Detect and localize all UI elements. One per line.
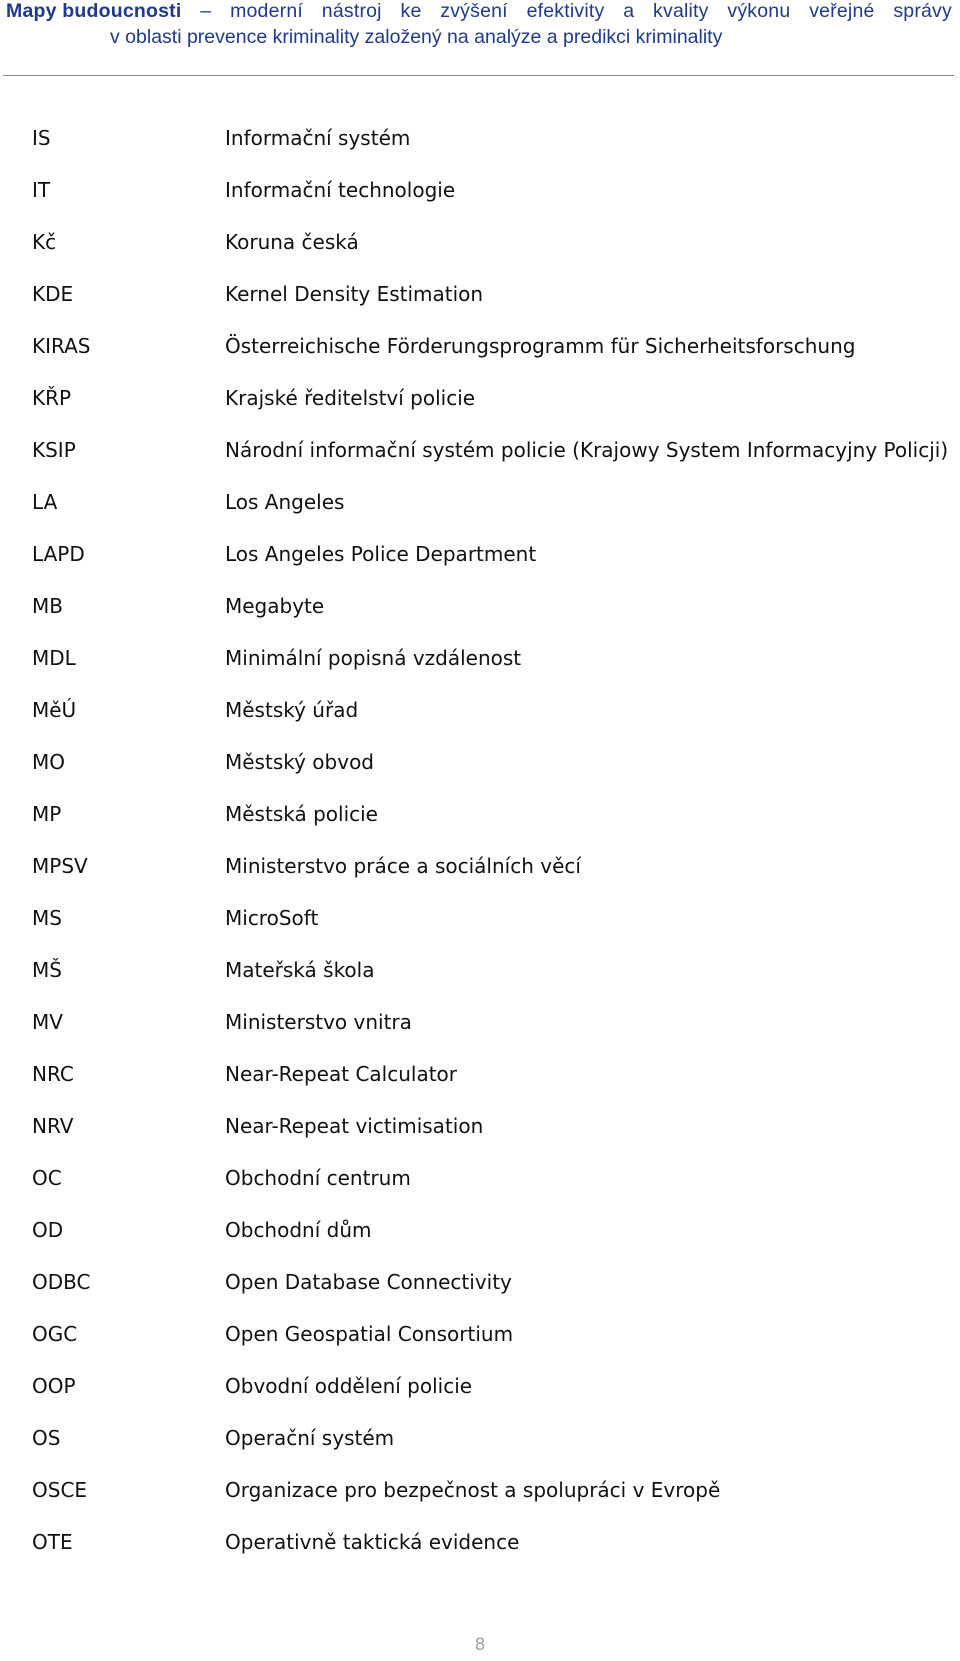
abbreviation-meaning: MicroSoft — [225, 906, 319, 930]
abbreviation-code: MPSV — [32, 854, 88, 878]
abbreviation-meaning: Městská policie — [225, 802, 378, 826]
abbreviation-row — [0, 944, 960, 996]
abbreviation-meaning: Národní informační systém policie (Krajowy System Informacyjny Policji) — [225, 438, 949, 462]
abbreviation-row — [0, 892, 960, 944]
abbreviation-meaning: Minimální popisná vzdálenost — [225, 646, 522, 670]
abbreviation-meaning: Obvodní oddělení policie — [225, 1374, 473, 1398]
abbreviation-meaning: Městský úřad — [225, 698, 359, 722]
abbreviation-meaning: Ministerstvo práce a sociálních věcí — [225, 854, 581, 878]
abbreviation-row — [0, 1360, 960, 1412]
abbreviation-row — [0, 580, 960, 632]
abbreviation-code: LAPD — [32, 542, 85, 566]
abbreviation-code: OSCE — [32, 1478, 88, 1502]
abbreviation-row — [0, 1256, 960, 1308]
abbreviation-row — [0, 1464, 960, 1516]
abbreviation-code: OC — [32, 1166, 62, 1190]
abbreviation-meaning: Kernel Density Estimation — [225, 282, 484, 306]
abbreviation-meaning: Koruna česká — [225, 230, 359, 254]
abbreviation-meaning: Městský obvod — [225, 750, 375, 774]
abbreviation-row — [0, 424, 960, 476]
header-word: a — [623, 0, 635, 22]
abbreviation-row — [0, 320, 960, 372]
abbreviation-meaning: Los Angeles Police Department — [225, 542, 537, 566]
abbreviation-code: KSIP — [32, 438, 76, 462]
abbreviation-meaning: Obchodní centrum — [225, 1166, 411, 1190]
abbreviation-row — [0, 1516, 960, 1568]
header-word: moderní — [230, 0, 303, 22]
abbreviation-row — [0, 736, 960, 788]
abbreviation-code: MS — [32, 906, 62, 930]
abbreviation-code: MěÚ — [32, 698, 77, 722]
header-word: veřejné — [809, 0, 875, 22]
abbreviation-code: MDL — [32, 646, 76, 670]
abbreviation-code: Kč — [32, 230, 57, 254]
abbreviation-code: ODBC — [32, 1270, 91, 1294]
abbreviation-row — [0, 1204, 960, 1256]
abbreviation-code: IT — [32, 178, 51, 202]
abbreviation-row — [0, 996, 960, 1048]
header-word: výkonu — [727, 0, 791, 22]
abbreviation-row — [0, 684, 960, 736]
abbreviation-meaning: Megabyte — [225, 594, 325, 618]
abbreviation-row — [0, 268, 960, 320]
abbreviation-row — [0, 164, 960, 216]
abbreviation-code: OOP — [32, 1374, 76, 1398]
abbreviation-meaning: Open Geospatial Consortium — [225, 1322, 514, 1346]
header-dash: – — [200, 0, 212, 22]
header-brand: Mapy budoucnosti — [6, 0, 182, 22]
abbreviation-meaning: Obchodní dům — [225, 1218, 372, 1242]
page-number: 8 — [474, 1635, 486, 1655]
abbreviation-meaning: Österreichische Förderungsprogramm für Sicherheitsforschung — [225, 334, 856, 358]
abbreviation-meaning: Open Database Connectivity — [225, 1270, 512, 1294]
abbreviation-list — [0, 112, 960, 1568]
abbreviation-meaning: Krajské ředitelství policie — [225, 386, 476, 410]
abbreviation-code: LA — [32, 490, 58, 514]
abbreviation-meaning: Operativně taktická evidence — [225, 1530, 520, 1554]
abbreviation-meaning: Near-Repeat Calculator — [225, 1062, 458, 1086]
abbreviation-row — [0, 632, 960, 684]
header-word: efektivity — [526, 0, 605, 22]
abbreviation-meaning: Operační systém — [225, 1426, 395, 1450]
header-title-line — [6, 0, 952, 24]
abbreviation-code: MV — [32, 1010, 63, 1034]
abbreviation-row — [0, 840, 960, 892]
abbreviation-code: MŠ — [32, 958, 62, 982]
abbreviation-code: KŘP — [32, 386, 72, 410]
header-word: nástroj — [321, 0, 382, 22]
abbreviation-row — [0, 788, 960, 840]
header-word: zvýšení — [440, 0, 508, 22]
abbreviation-row — [0, 528, 960, 580]
header-word: kvality — [653, 0, 709, 22]
abbreviation-code: OGC — [32, 1322, 78, 1346]
abbreviation-code: OTE — [32, 1530, 73, 1554]
abbreviation-meaning: Mateřská škola — [225, 958, 375, 982]
abbreviation-meaning: Ministerstvo vnitra — [225, 1010, 412, 1034]
abbreviation-meaning: Informační technologie — [225, 178, 456, 202]
header-divider — [3, 75, 954, 76]
abbreviation-code: KIRAS — [32, 334, 91, 358]
abbreviation-code: MP — [32, 802, 62, 826]
abbreviation-meaning: Near-Repeat victimisation — [225, 1114, 484, 1138]
abbreviation-row — [0, 1308, 960, 1360]
abbreviation-row — [0, 1048, 960, 1100]
abbreviation-code: MB — [32, 594, 63, 618]
abbreviation-row — [0, 1100, 960, 1152]
abbreviation-code: KDE — [32, 282, 74, 306]
abbreviation-code: IS — [32, 126, 51, 150]
abbreviation-row — [0, 372, 960, 424]
abbreviation-code: MO — [32, 750, 65, 774]
abbreviation-meaning: Informační systém — [225, 126, 411, 150]
header-subtitle-line: v oblasti prevence kriminality založený na analýze a predikci kriminality — [110, 26, 723, 48]
header-word: správy — [893, 0, 952, 22]
abbreviation-code: OD — [32, 1218, 64, 1242]
abbreviation-code: NRV — [32, 1114, 74, 1138]
page-header — [6, 0, 952, 74]
abbreviation-row — [0, 112, 960, 164]
abbreviation-code: OS — [32, 1426, 61, 1450]
header-word: ke — [400, 0, 422, 22]
abbreviation-row — [0, 1412, 960, 1464]
abbreviation-code: NRC — [32, 1062, 74, 1086]
abbreviation-meaning: Organizace pro bezpečnost a spolupráci v Evropě — [225, 1478, 721, 1502]
abbreviation-meaning: Los Angeles — [225, 490, 345, 514]
abbreviation-row — [0, 476, 960, 528]
abbreviation-row — [0, 216, 960, 268]
abbreviation-row — [0, 1152, 960, 1204]
